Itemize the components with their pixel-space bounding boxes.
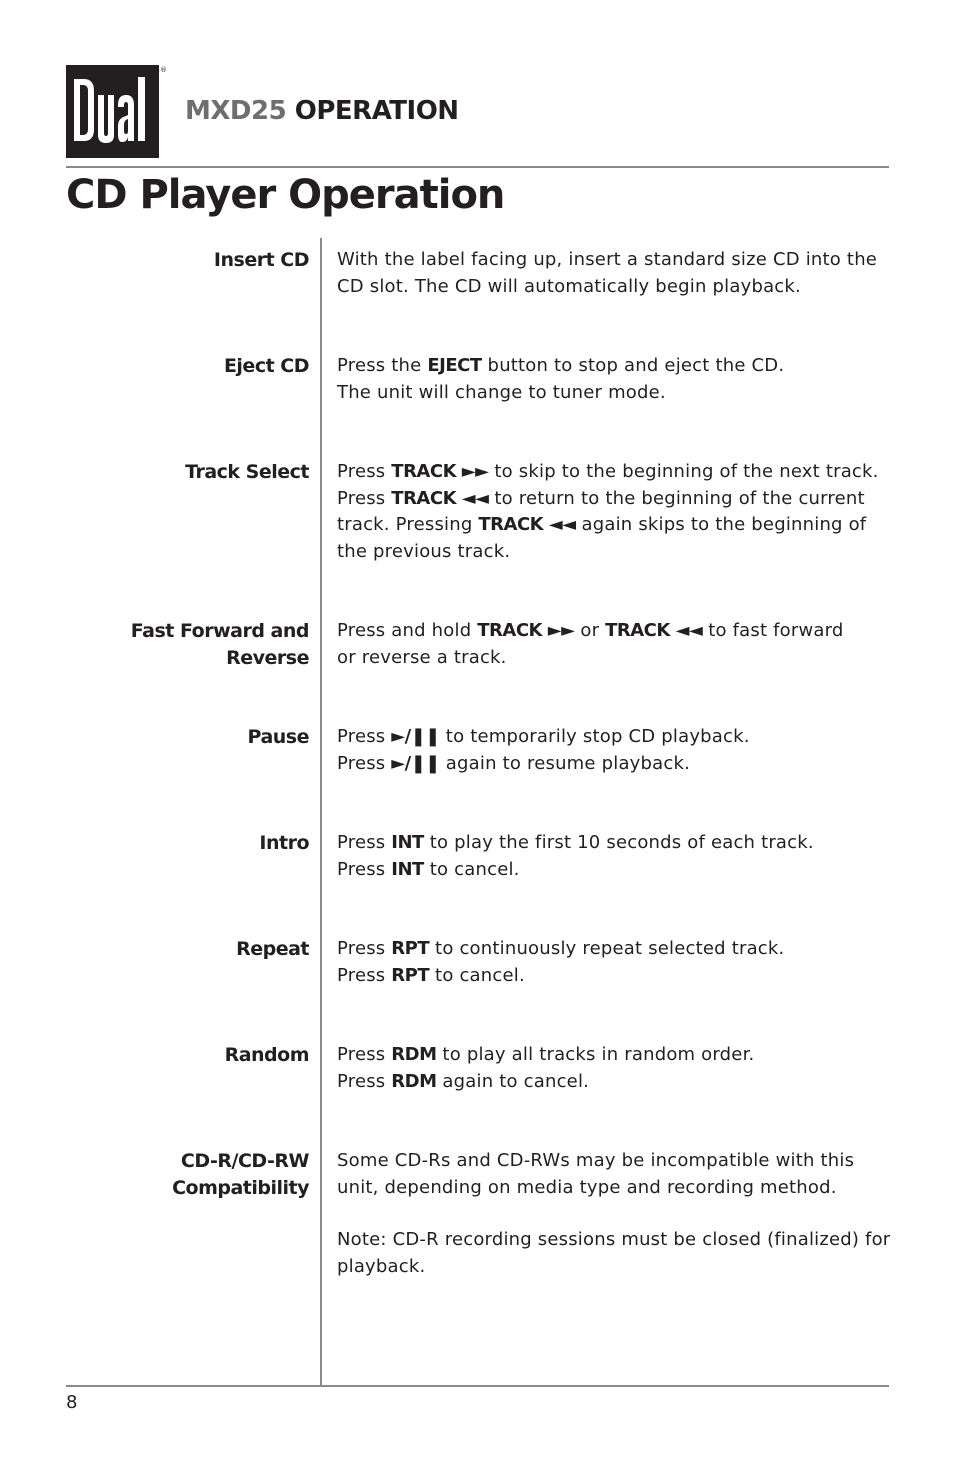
manual-header <box>185 96 459 126</box>
button-name: RDM <box>391 1070 437 1092</box>
section-description <box>337 459 897 565</box>
description-line: CD slot. The CD will automatically begin playback. <box>337 275 801 297</box>
footer-divider <box>66 1385 889 1387</box>
description-line: Press RPT to cancel. <box>337 964 525 986</box>
section-label: CD-R/CD-RW Compatibility <box>172 1150 309 1199</box>
section-label: Pause <box>247 726 309 748</box>
section-description <box>337 830 897 883</box>
button-name: TRACK ►► <box>391 461 489 482</box>
section-label: Random <box>224 1044 309 1066</box>
paragraph-gap <box>337 1201 897 1227</box>
button-name: RPT <box>391 964 430 986</box>
button-name: INT <box>391 832 424 853</box>
button-name: TRACK ◄◄ <box>391 487 489 509</box>
description-line: Note: CD-R recording sessions must be closed (finalized) for <box>337 1229 891 1250</box>
description-line: Press TRACK ◄◄ to return to the beginning of the current <box>337 487 865 509</box>
description-line: Press INT to cancel. <box>337 858 520 880</box>
description-line: Press the EJECT button to stop and eject the CD. <box>337 355 785 376</box>
description-line: Press RPT to continuously repeat selected track. <box>337 938 785 959</box>
description-line: Press RDM again to cancel. <box>337 1070 590 1092</box>
description-line: track. Pressing TRACK ◄◄ again skips to the beginning of <box>337 514 867 535</box>
description-line: or reverse a track. <box>337 646 507 668</box>
section-description <box>337 247 897 300</box>
header-divider <box>66 166 889 168</box>
description-line: playback. <box>337 1255 426 1277</box>
model-name: MXD25 <box>185 96 287 126</box>
section-label: Repeat <box>236 938 309 960</box>
description-line: Press and hold TRACK ►► or TRACK ◄◄ to fast forward <box>337 620 844 641</box>
description-line: the previous track. <box>337 540 511 562</box>
description-line: With the label facing up, insert a standard size CD into the <box>337 249 878 270</box>
button-name: RDM <box>391 1044 437 1065</box>
button-name: TRACK ◄◄ <box>605 620 703 641</box>
description-line: Press ►/❚❚ to temporarily stop CD playback. <box>337 726 750 747</box>
description-line: Press INT to play the first 10 seconds of each track. <box>337 832 814 853</box>
section-label: Intro <box>259 832 309 854</box>
section-label: Insert CD <box>213 249 309 271</box>
description-line: Press TRACK ►► to skip to the beginning of the next track. <box>337 461 879 482</box>
description-line: unit, depending on media type and recording method. <box>337 1176 837 1198</box>
section-description <box>337 936 897 989</box>
description-line: Press ►/❚❚ again to resume playback. <box>337 752 691 774</box>
section-description <box>337 618 897 671</box>
dual-logo <box>66 65 159 158</box>
section-label: Track Select <box>185 461 309 483</box>
section-description <box>337 1148 897 1280</box>
button-name: TRACK ◄◄ <box>478 514 576 535</box>
section-label: Fast Forward and Reverse <box>130 620 309 669</box>
description-line: Some CD-Rs and CD-RWs may be incompatible with this <box>337 1150 855 1171</box>
button-name: ►/❚❚ <box>391 726 440 747</box>
section-label: Eject CD <box>223 355 309 377</box>
section-description <box>337 724 897 777</box>
button-name: ►/❚❚ <box>391 752 440 774</box>
button-name: RPT <box>391 938 430 959</box>
button-name: TRACK ►► <box>477 620 575 641</box>
section-description <box>337 1042 897 1095</box>
page-number: 8 <box>66 1392 78 1413</box>
button-name: EJECT <box>427 355 482 376</box>
section-name: OPERATION <box>294 96 459 126</box>
button-name: INT <box>391 858 424 880</box>
page-title: CD Player Operation <box>66 172 505 218</box>
section-description <box>337 353 897 406</box>
description-line: Press RDM to play all tracks in random order. <box>337 1044 755 1065</box>
description-line: The unit will change to tuner mode. <box>337 381 666 403</box>
column-divider <box>320 238 322 1386</box>
registered-mark: ® <box>160 66 167 74</box>
